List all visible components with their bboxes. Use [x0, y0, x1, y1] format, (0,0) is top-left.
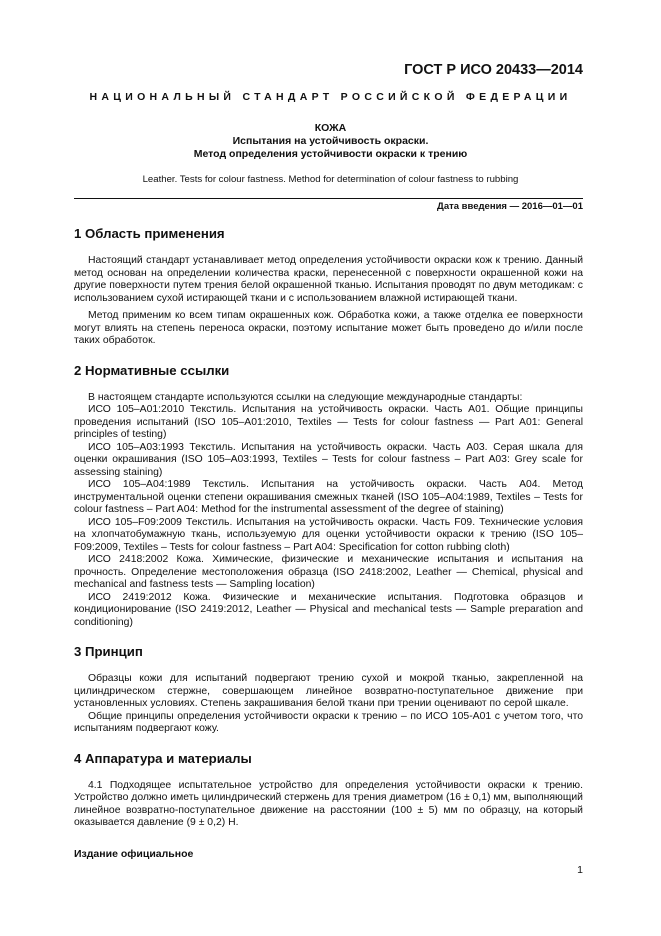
title-line-2: Испытания на устойчивость окраски.	[232, 135, 429, 147]
paragraph: 4.1 Подходящее испытательное устройство для определения устойчивости окраски к трению. Устройство должно иметь цилиндрический стержень для трения диаметром (16 ± 0,1) мм, выполняющий линейное возвратно-поступательное движение на расстоянии (100 ± 5) мм по образцу, на который оказывается давление (9 ± 0,2) Н.	[74, 779, 583, 828]
edition-label: Издание официальное	[74, 848, 194, 860]
section-heading: 4 Аппаратура и материалы	[74, 750, 252, 766]
section-principle	[74, 644, 583, 736]
introduction-date: Дата введения — 2016—01—01	[437, 201, 583, 212]
document-title	[74, 122, 587, 161]
reference-item: ИСО 105–А01:2010 Текстиль. Испытания на устойчивость окраски. Часть А01. Общие принципы проведения испытаний (ISO 105–A01:2010, Textiles — Tests for colour fastness — Part A01: General principles of testing)	[74, 404, 583, 440]
title-line-3: Метод определения устойчивости окраски к трению	[193, 148, 468, 160]
section-heading: 3 Принцип	[74, 644, 143, 659]
paragraph: В настоящем стандарте используются ссылки на следующие международные стандарты:	[88, 391, 523, 403]
title-divider	[74, 198, 583, 199]
standard-code: ГОСТ Р ИСО 20433—2014	[404, 62, 583, 78]
reference-item: ИСО 2418:2002 Кожа. Химические, физические и механические испытания и испытания на прочность. Определение местоположения образца (ISO 2418:2002, Leather — Chemical, physical and mechanical and fastness tests — Sampling location)	[74, 554, 583, 590]
section-heading: 2 Нормативные ссылки	[74, 362, 230, 378]
paragraph: Настоящий стандарт устанавливает метод определения устойчивости окраски кож к трению. Данный метод основан на определении количества краски, перенесенной с поверхности окрашенной кожи на другие поверхности путем трения белой окрашенной тканью. Испытания проводят по двум методикам: с использованием сухой истирающей ткани и с использованием влажной истирающей ткани.	[74, 255, 583, 304]
section-scope	[74, 226, 583, 348]
english-title: Leather. Tests for colour fastness. Method for determination of colour fastness to rubbing	[142, 174, 519, 185]
title-line-1: КОЖА	[314, 122, 347, 134]
paragraph: Общие принципы определения устойчивости окраски к трению – по ИСО 105-А01 с учетом того, что испытаниям подвергают кожу.	[74, 710, 583, 734]
document-body	[74, 226, 583, 830]
section-heading: 1 Область применения	[74, 226, 225, 241]
reference-item: ИСО 105–F09:2009 Текстиль. Испытания на устойчивость окраски. Часть F09. Технические условия на хлопчатобумажную ткань, используемую для оценки устойчивости окраски к трению (ISO 105–F09:2009, Textiles – Tests for colour fastness – Part A04: Specification for cotton rubbing cloth)	[74, 516, 583, 553]
reference-item: ИСО 105–А03:1993 Текстиль. Испытания на устойчивость окраски. Часть А03. Серая шкала для оценки окрашивания (ISO 105–A03:1993, Textiles – Tests for colour fastness – Part A03: Grey scale for assessing staining)	[74, 441, 583, 478]
section-normative-references	[74, 363, 583, 630]
reference-item: ИСО 2419:2012 Кожа. Физические и механические испытания. Подготовка образцов и кондиционирование (ISO 2419:2012, Leather — Physical and mechanical tests — Sample preparation and conditioning)	[74, 591, 583, 628]
paragraph: Метод применим ко всем типам окрашенных кож. Обработка кожи, а также отделка ее поверхности могут влиять на степень переноса окраски, поэтому испытание может быть проведено до и/или после таких обработок.	[74, 310, 583, 346]
national-standard-banner: НАЦИОНАЛЬНЫЙ СТАНДАРТ РОССИЙСКОЙ ФЕДЕРАЦИИ	[89, 91, 572, 103]
reference-item: ИСО 105–А04:1989 Текстиль. Испытания на устойчивость окраски. Часть А04. Метод инструментальной оценки степени окрашивания смежных тканей (ISO 105–A04:1989, Textiles – Tests for colour fastness – Part A04: Method for the instrumental assessment of the degree of staining)	[74, 479, 583, 515]
paragraph: Образцы кожи для испытаний подвергают трению сухой и мокрой тканью, закрепленной на цилиндрическом стержне, совершающем линейное возвратно-поступательное движение при установленных условиях. Степень закрашивания белой ткани при трении оценивают по серой шкале.	[74, 673, 583, 709]
page-number: 1	[577, 864, 583, 876]
section-apparatus	[74, 751, 583, 830]
